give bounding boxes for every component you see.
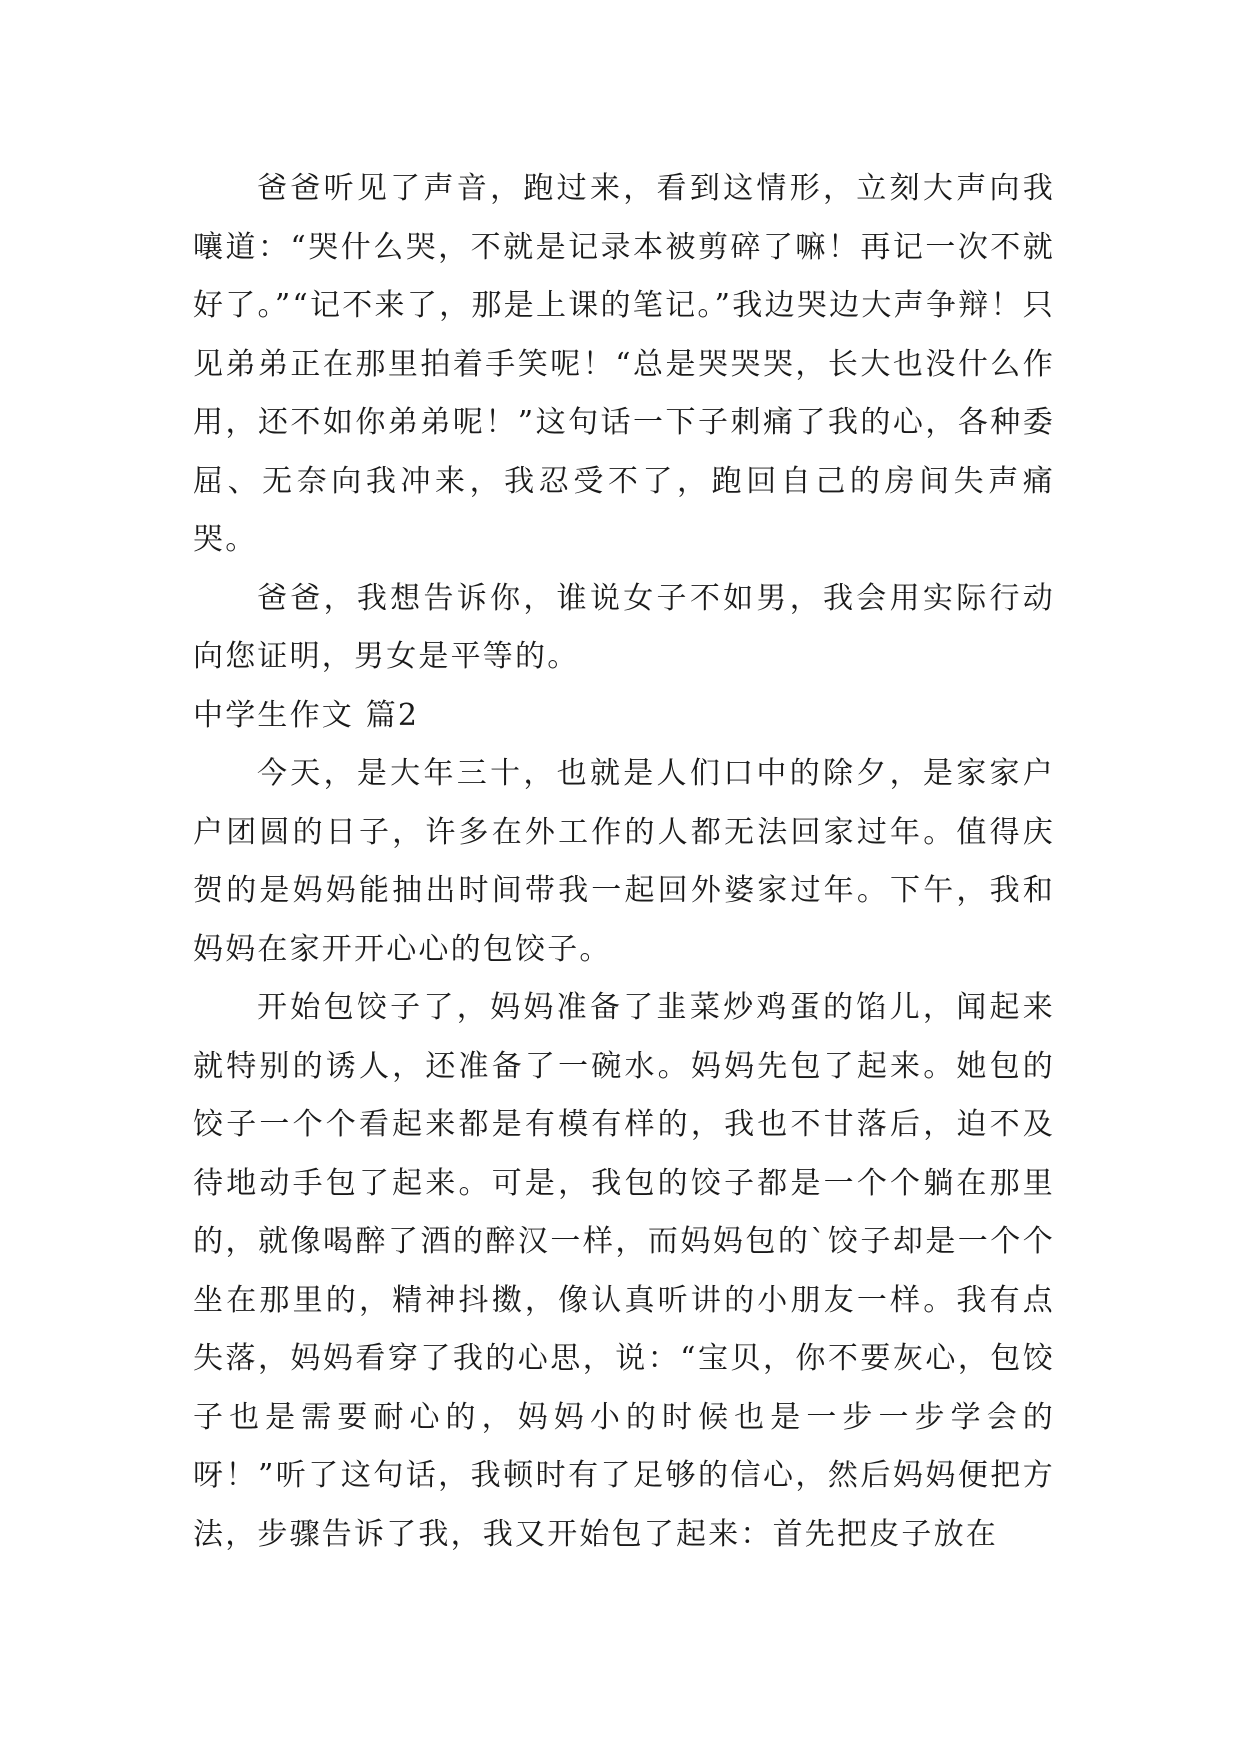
section-heading: 中学生作文 篇2 [193, 697, 420, 733]
paragraph-father-scolding: 爸爸听见了声音，跑过来，看到这情形，立刻大声向我嚷道：“哭什么哭，不就是记录本被剪碎了嘛！再记一次不就好了。”“记不来了，那是上课的笔记。”我边哭边大声争辩！只见弟弟正在那里拍着手笑呢！“总是哭哭哭，长大也没什么作用，还不如你弟弟呢！”这句话一下子刺痛了我的心，各种委屈、无奈向我冲来，我忍受不了，跑回自己的房间失声痛哭。 [193, 171, 1055, 557]
paragraph-new-year-eve: 今天，是大年三十，也就是人们口中的除夕，是家家户户团圆的日子，许多在外工作的人都无法回家过年。值得庆贺的是妈妈能抽出时间带我一起回外婆家过年。下午，我和妈妈在家开开心心的包饺子。 [193, 756, 1055, 967]
document-body [193, 160, 1055, 1564]
paragraph-making-dumplings: 开始包饺子了，妈妈准备了韭菜炒鸡蛋的馅儿，闻起来就特别的诱人，还准备了一碗水。妈妈先包了起来。她包的饺子一个个看起来都是有模有样的，我也不甘落后，迫不及待地动手包了起来。可是，我包的饺子都是一个个躺在那里的，就像喝醉了酒的醉汉一样，而妈妈包的`饺子却是一个个坐在那里的，精神抖擞，像认真听讲的小朋友一样。我有点失落，妈妈看穿了我的心思，说：“宝贝，你不要灰心，包饺子也是需要耐心的，妈妈小的时候也是一步一步学会的呀！”听了这句话，我顿时有了足够的信心，然后妈妈便把方法，步骤告诉了我，我又开始包了起来：首先把皮子放在 [193, 990, 1055, 1552]
paragraph-equality-statement: 爸爸，我想告诉你，谁说女子不如男，我会用实际行动向您证明，男女是平等的。 [193, 580, 1055, 674]
